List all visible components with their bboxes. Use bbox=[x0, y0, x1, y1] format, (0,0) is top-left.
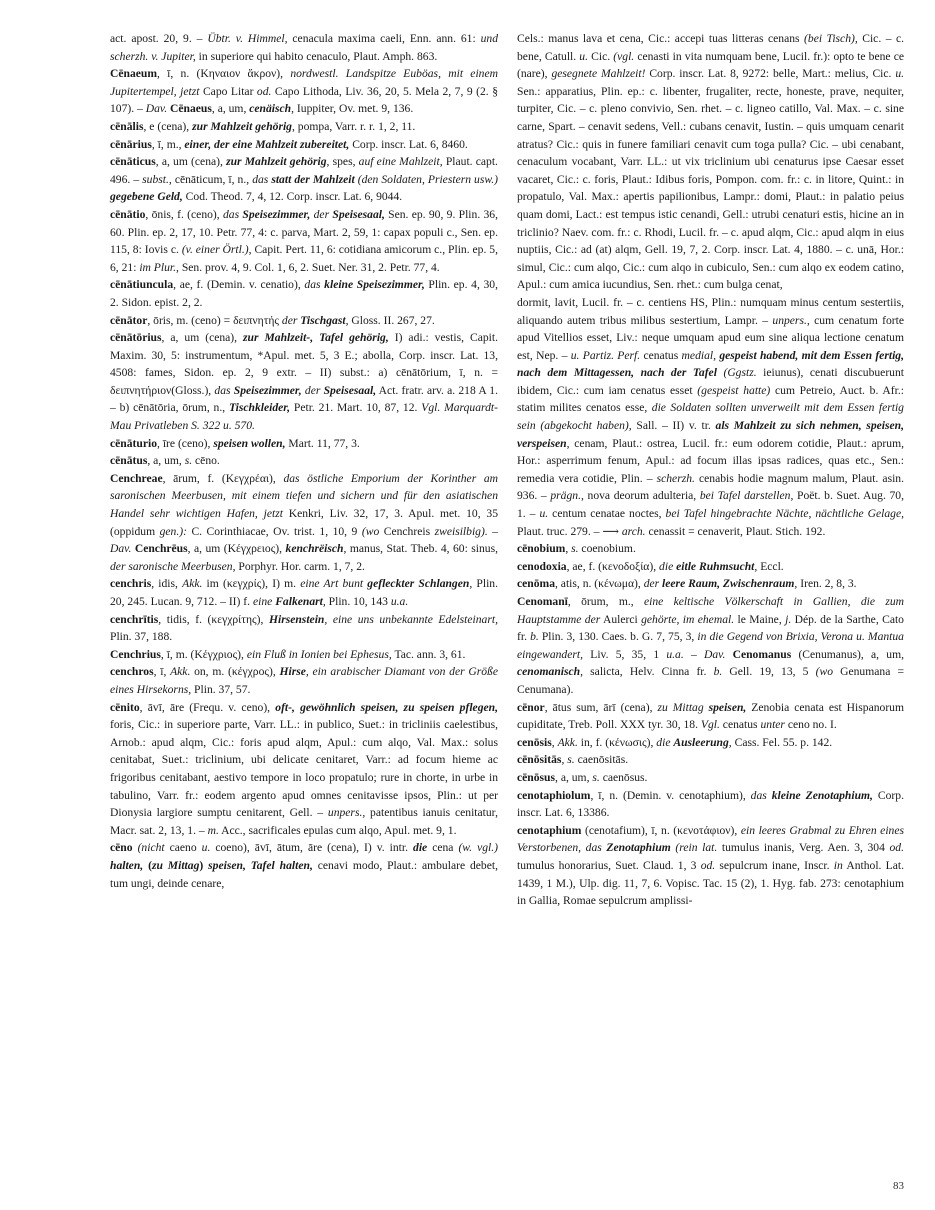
dictionary-entry: cēnor, ātus sum, ārī (cena), zu Mittag speisen, Zenobia cenata est Hispanorum cupiditate, Treb. Poll. XXX tyr. 30, 18. Vgl. cenatus unter ceno no. I. bbox=[517, 700, 904, 732]
dictionary-entry: cēnātus, a, um, s. cēno. bbox=[110, 454, 220, 468]
dictionary-entry: Cenchrius, ī, m. (Κέγχριος), ein Fluß in Ionien bei Ephesus, Tac. ann. 3, 61. bbox=[110, 647, 466, 661]
dictionary-entry: cēnōsus, a, um, s. caenōsus. bbox=[517, 770, 648, 784]
dictionary-entry: cenodoxia, ae, f. (κενοδοξία), die eitle Ruhmsucht, Eccl. bbox=[517, 559, 784, 573]
dictionary-entry: cenōma, atis, n. (κένωμα), der leere Raum, Zwischenraum, Iren. 2, 8, 3. bbox=[517, 577, 857, 591]
dictionary-entry: cēnobium, s. coenobium. bbox=[517, 542, 636, 556]
dictionary-entry: cēnōsitās, s. caenōsitās. bbox=[517, 753, 629, 767]
dictionary-entry: cenchris, idis, Akk. im (κεγχρίς), I) m. eine Art bunt gefleckter Schlangen, Plin. 20, 245. Lucan. 9, 712. – II) f. eine Falkenart, Plin. 10, 143 u.a. bbox=[110, 577, 498, 608]
dictionary-entry: cenotaphiolum, ī, n. (Demin. v. cenotaphium), das kleine Zenotaphium, Corp. inscr. Lat. 6, 13386. bbox=[517, 788, 904, 820]
dictionary-entry: cēnātōrius, a, um (cena), zur Mahlzeit-, Tafel gehörig, I) adi.: vestis, Capit. Maxim. 30, 5: instrumentum, *Apul. met. 5, 3 E.; abolla, Corp. inscr. Lat. 13, 4508: fames, Sidon. ep. 2, 9 extr. – II) subst.: a) cēnātōrium, ī, n. = δειπνητήριον(Gloss.), das Speisezimmer, der Speisesaal, Act. fratr. arv. a. 218 A 1. – b) cēnātōria, ōrum, n., Tischkleider, Petr. 21. Mart. 10, 87, 12. Vgl. Marquardt-Mau Privatleben S. 322 u. 570. bbox=[110, 331, 498, 433]
dictionary-entry: dormit, lavit, Lucil. fr. – c. centiens HS, Plin.: numquam minus centum sestertiis, aliquando autem tribus milibus sestertium, Lampr. – unpers., cum cenatum forte apud Vitellios esset, Liv.: neque umquam apud eum sine aliqua lectione cenatum est, Nep. – u. Partiz. Perf. cenatus medial, gespeist habend, mit dem Essen fertig, nach dem Mittagessen, nach der Tafel (Ggstz. ieiunus), cenati discubuerunt ibidem, Cic.: cum iam cenatus esset (gespeist hatte) cum Petreio, Auct. b. Afr.: statim milites cenatos esse, die Soldaten sollten unverweilt mit dem Essen fertig sein (abgekocht haben), Sall. – II) v. tr. als Mahlzeit zu sich nehmen, speisen, verspeisen, cenam, Plaut.: ostrea, Lucil. fr.: eum odorem cotidie, Plaut.: aprum, Hor.: asperrimum fenum, Apul.: ad focum illas ipsas radices, quas etc., Sen.: remedia vera cotidie, Plin. – scherzh. cenabis hodie magnum malum, Plaut. asin. 936. – prägn., nova deorum adulteria, bei Tafel darstellen, Poët. b. Suet. Aug. 70, 1. – u. centum cenatae noctes, bei Tafel hingebrachte Nächte, nächtliche Gelage, Plaut. truc. 279. – ⟶ arch. cenassit = cenaverit, Plaut. Stich. 192. bbox=[517, 295, 905, 538]
left-column bbox=[110, 30, 498, 892]
page-number: 83 bbox=[893, 1180, 904, 1192]
dictionary-entry: cēnito, āvī, āre (Frequ. v. ceno), oft-, gewöhnlich speisen, zu speisen pflegen, foris, Cic.: in superiore parte, Varr. LL.: in publico, Suet.: in tricliniis caelestibus, Arnob.: apud alqm, Cic.: foris apud alqm, Apul.: cum alqo, Val. Max.: solus cenitabat, Suet.: triclinium, ubi delicate cenitaret, Varr.: ad focum hieme ac frigoribus cenitabant, aestivo tempore in loco propatulo; rure in chorte, in urbe in tabulino, Varr. fr.: eodem argento apud omnes cenitavisse ipsos, Plin.: ut per Dionysia largiore sumptu cenitarent, Gell. – unpers., patentibus ianuis cenitatur, Macr. sat. 2, 13, 1. – m. Acc., sacrificales epulas cum alqo, Apul. met. 9, 1. bbox=[110, 700, 498, 837]
dictionary-entry: cēnātiuncula, ae, f. (Demin. v. cenatio), das kleine Speisezimmer, Plin. ep. 4, 30, 2. Sidon. epist. 2, 2. bbox=[110, 278, 498, 309]
dictionary-entry: cenchros, ī, Akk. on, m. (κέγχρος), Hirse, ein arabischer Diamant von der Größe eines Hirsekorns, Plin. 37, 57. bbox=[110, 665, 498, 696]
dictionary-entry: cēnātio, ōnis, f. (ceno), das Speisezimmer, der Speisesaal, Sen. ep. 90, 9. Plin. 36, 60. Plin. ep. 2, 17, 10. Petr. 77, 4: c. parva, Mart. 2, 59, 1: capax populi c., Sen. ep. 115, 8: Iovis c. (v. einer Örtl.), Capit. Pert. 11, 6: cotidiana amicorum c., Plin. ep. 5, 6, 21: im Plur., Sen. prov. 4, 9. Col. 1, 6, 2. Suet. Ner. 31, 2. Petr. 77, 4. bbox=[110, 207, 498, 274]
dictionary-entry: cenchrītis, tidis, f. (κεγχρίτης), Hirsenstein, eine uns unbekannte Edelsteinart, Plin. 37, 188. bbox=[110, 612, 498, 644]
dictionary-entry: Cenchreae, ārum, f. (Κεγχρέαι), das östliche Emporium der Korinther am saronischen Meerbusen, mit einem tiefen und sichern und für den asiatischen Handel sehr wichtigen Hafen, jetzt Kenkri, Liv. 32, 17, 3. Apul. met. 10, 35 (oppidum gen.): C. Corinthiacae, Ov. trist. 1, 10, 9 (wo Cenchreis zweisilbig). – Dav. Cenchrēus, a, um (Κέγχρειος), kenchrëisch, manus, Stat. Theb. 4, 60: sinus, der saronische Meerbusen, Porphyr. Hor. carm. 1, 7, 2. bbox=[110, 471, 499, 573]
dictionary-entry: cēnārius, ī, m., einer, der eine Mahlzeit zubereitet, Corp. inscr. Lat. 6, 8460. bbox=[110, 137, 468, 151]
dictionary-entry: cēno (nicht caeno u. coeno), āvī, ātum, āre (cena), I) v. intr. die cena (w. vgl.) halten, (zu Mittag) speisen, Tafel halten, cenavi modo, Plaut.: ambulare debet, tum ungi, deinde cenare, bbox=[110, 841, 498, 890]
dictionary-entry: act. apost. 20, 9. – Übtr. v. Himmel, cenacula maxima caeli, Enn. ann. 61: und scherzh. v. Jupiter, in superiore qui habito cenaculo, Plaut. Amph. 863. bbox=[110, 32, 498, 63]
dictionary-entry: cēnāturio, īre (ceno), speisen wollen, Mart. 11, 77, 3. bbox=[110, 436, 360, 450]
dictionary-entry: cenotaphium (cenotafium), ī, n. (κενοτάφιον), ein leeres Grabmal zu Ehren eines Verstorbenen, das Zenotaphium (rein lat. tumulus inanis, Verg. Aen. 3, 304 od. tumulus honorarius, Suet. Claud. 1, 3 od. sepulcrum inane, Inscr. in Anthol. Lat. 1439, 1 M.), Ulp. dig. 11, 7, 6. Vopisc. Tac. 15 (2), 1. Hyg. fab. 273: cenotaphium in Gallia, Romae sepulcrum amplissi- bbox=[517, 823, 905, 908]
dictionary-entry: cenōsis, Akk. in, f. (κένωσις), die Ausleerung, Cass. Fel. 55. p. 142. bbox=[517, 735, 833, 749]
dictionary-entry: cēnāticus, a, um (cena), zur Mahlzeit gehörig, spes, auf eine Mahlzeit, Plaut. capt. 496. – subst., cēnāticum, ī, n., das statt der Mahlzeit (den Soldaten, Priestern usw.) gegebene Geld, Cod. Theod. 7, 4, 12. Corp. inscr. Lat. 6, 9044. bbox=[110, 155, 498, 204]
dictionary-entry: Cels.: manus lava et cena, Cic.: accepi tuas litteras cenans (bei Tisch), Cic. – c. bene, Catull. u. Cic. (vgl. cenasti in vita numquam bene, Lucil. fr.): opto te bene ce (nare), gesegnete Mahlzeit! Corp. inscr. Lat. 8, 9272: belle, Mart.: melius, Cic. u. Sen.: apparatius, Plin. ep.: c. libenter, frugaliter, recte, honeste, prave, nequiter, turpiter, Cic. – c. pleno convivio, Sen. rhet. – c. ligneo catillo, Val. Max. – c. sine carne, Spart. – cenavit sedens, Vell.: cubans cenavit, Iustin. – quis umquam cenarit atratus? Cic.: quis in funere familiari cenavit cum toga pulla? Cic. – ubi cenabant, cenaculum vocabant, Varr. LL.: ut vix triclinium ubi cenaturus ipse Caesar esset vacaret, Cic.: c. foris, Plaut.: Idibus foris, Pompon. com. fr.: c. in litore, Quint.: in propatulo, Val. Max.: apertis papilionibus, Lampr.: domi, Plaut.: in palatio peius quam domi, Lact.: est tempus istic cenandi, Gell.: utrubi cenaturi estis, hicine an in triclinio? Naev. com. fr.: c. Rhodi, Lucil. fr. – c. apud alqm, Cic.: apud alqm in eius nuptiis, Cic.: ad (at) alqm, Gell. 19, 7, 2. Corp. inscr. Lat. 4, 1880. – c. unā, Hor.: simul, Cic.: cum alqo, Cic.: cum alqo in cubiculo, Sen.: cum alqo ex eodem catino, Apul.: cum amica iucundius, Sen. rhet.: cum bulga cenat, bbox=[517, 32, 905, 292]
dictionary-entry: Cenomanī, ōrum, m., eine keltische Völkerschaft in Gallien, die zum Hauptstamme der Aulerci gehörte, im ehemal. le Maine, j. Dép. de la Sarthe, Cato fr. b. Plin. 3, 130. Caes. b. G. 7, 75, 3, in die Gegend von Brixia, Verona u. Mantua eingewandert, Liv. 5, 35, 1 u.a. – Dav. Cenomanus (Cenumanus), a, um, cenomanisch, salicta, Helv. Cinna fr. b. Gell. 19, 13, 5 (wo Genumana = Cenumana). bbox=[517, 595, 905, 696]
right-column bbox=[517, 30, 904, 910]
dictionary-entry: cēnālis, e (cena), zur Mahlzeit gehörig, pompa, Varr. r. r. 1, 2, 11. bbox=[110, 119, 416, 133]
dictionary-entry: Cēnaeum, ī, n. (Κηναιον ἄκρον), nordwestl. Landspitze Euböas, mit einem Jupitertempel, jetzt Capo Litar od. Capo Lithoda, Liv. 36, 20, 5. Mela 2, 7, 9 (2. § 107). – Dav. Cēnaeus, a, um, cenäisch, Iuppiter, Ov. met. 9, 136. bbox=[110, 67, 498, 116]
dictionary-entry: cēnātor, ōris, m. (ceno) = δειπνητής der Tischgast, Gloss. II. 267, 27. bbox=[110, 313, 435, 327]
